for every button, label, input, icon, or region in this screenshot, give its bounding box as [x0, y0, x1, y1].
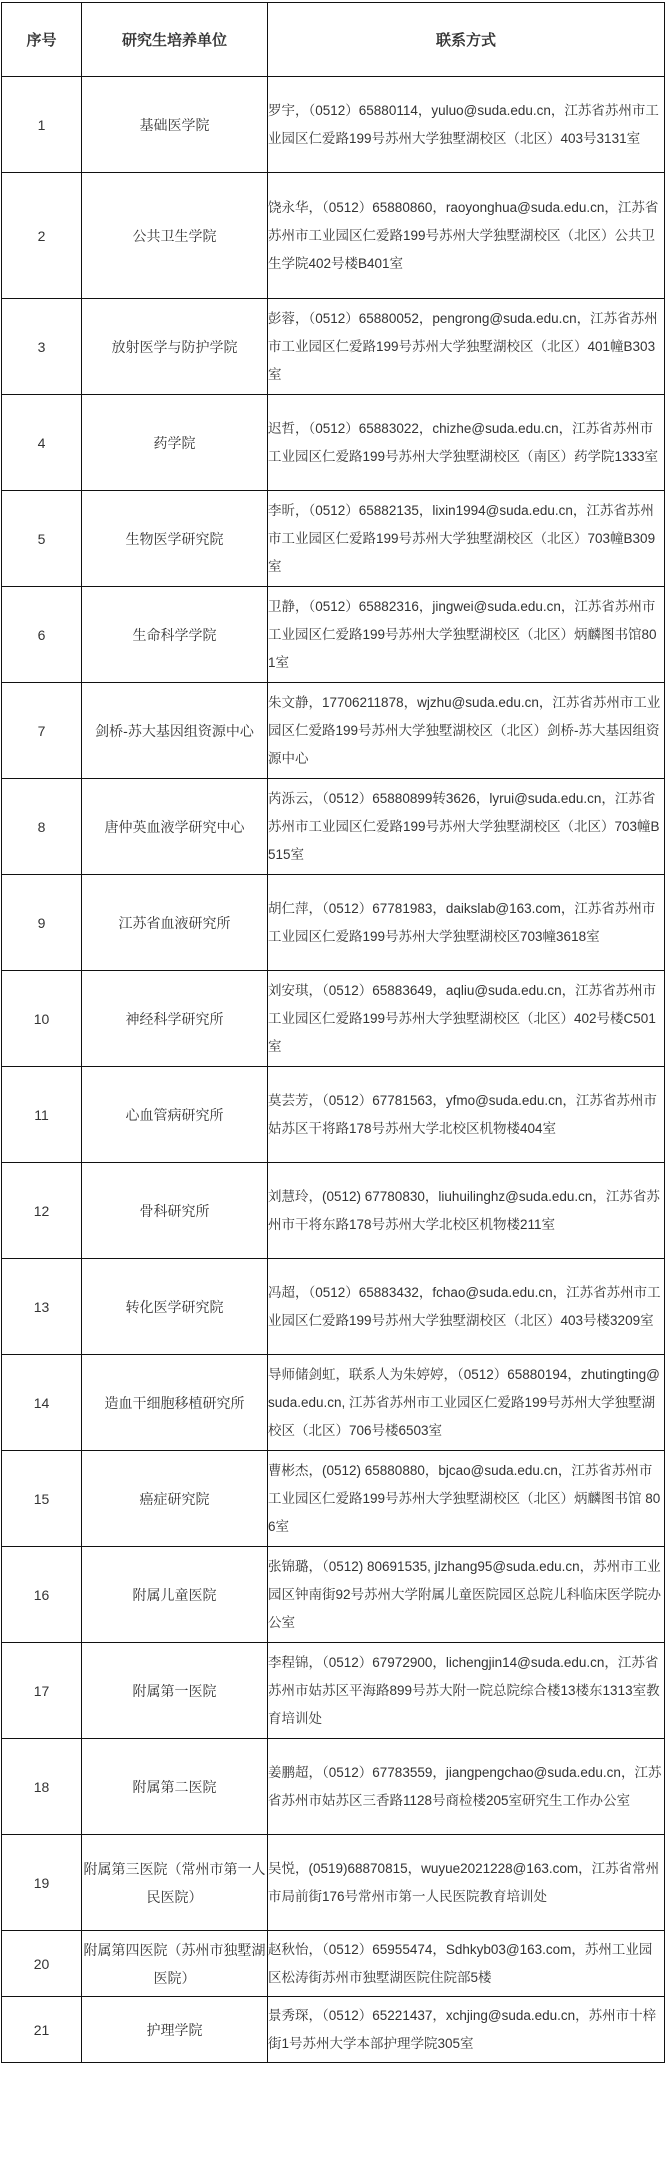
contact-info-cell: 卫静，（0512）65882316，jingwei@suda.edu.cn，江苏省苏州市工业园区仁爱路199号苏州大学独墅湖校区（北区）炳麟图书馆801室: [268, 587, 665, 683]
training-unit-cell: 护理学院: [82, 1997, 268, 2063]
table-row: [2, 173, 665, 299]
contact-info-cell: 莫芸芳，（0512）67781563，yfmo@suda.edu.cn，江苏省苏州市姑苏区干将路178号苏州大学北校区机物楼404室: [268, 1067, 665, 1163]
table-row: [2, 1997, 665, 2063]
training-unit-cell: 附属第三医院（常州市第一人民医院）: [82, 1835, 268, 1931]
serial-number-cell: 21: [2, 1997, 82, 2063]
table-row: [2, 299, 665, 395]
serial-number-cell: 20: [2, 1931, 82, 1997]
training-unit-cell: 癌症研究院: [82, 1451, 268, 1547]
serial-number-cell: 17: [2, 1643, 82, 1739]
training-unit-cell: 公共卫生学院: [82, 173, 268, 299]
contact-info-cell: 芮泺云，（0512）65880899转3626，lyrui@suda.edu.cn，江苏省苏州市工业园区仁爱路199号苏州大学独墅湖校区（北区）703幢B515室: [268, 779, 665, 875]
training-unit-cell: 唐仲英血液学研究中心: [82, 779, 268, 875]
contact-info-cell: 迟哲，（0512）65883022，chizhe@suda.edu.cn，江苏省苏州市工业园区仁爱路199号苏州大学独墅湖校区（南区）药学院1333室: [268, 395, 665, 491]
serial-number-cell: 8: [2, 779, 82, 875]
training-unit-cell: 附属第四医院（苏州市独墅湖医院）: [82, 1931, 268, 1997]
table-row: [2, 77, 665, 173]
serial-number-cell: 12: [2, 1163, 82, 1259]
table-row: [2, 1451, 665, 1547]
training-unit-cell: 神经科学研究所: [82, 971, 268, 1067]
serial-number-cell: 2: [2, 173, 82, 299]
training-unit-cell: 江苏省血液研究所: [82, 875, 268, 971]
training-unit-cell: 骨科研究所: [82, 1163, 268, 1259]
table-row: [2, 1547, 665, 1643]
table-row: [2, 779, 665, 875]
training-unit-cell: 生命科学学院: [82, 587, 268, 683]
serial-number-cell: 19: [2, 1835, 82, 1931]
training-unit-cell: 基础医学院: [82, 77, 268, 173]
training-unit-cell: 剑桥-苏大基因组资源中心: [82, 683, 268, 779]
training-unit-cell: 心血管病研究所: [82, 1067, 268, 1163]
contact-info-cell: 罗宇，（0512）65880114，yuluo@suda.edu.cn，江苏省苏州市工业园区仁爱路199号苏州大学独墅湖校区（北区）403号3131室: [268, 77, 665, 173]
serial-number-cell: 4: [2, 395, 82, 491]
serial-number-cell: 16: [2, 1547, 82, 1643]
training-unit-cell: 附属第二医院: [82, 1739, 268, 1835]
contact-info-cell: 赵秋怡，（0512）65955474，Sdhkyb03@163.com，苏州工业园区松涛街苏州市独墅湖医院住院部5楼: [268, 1931, 665, 1997]
table-row: [2, 1739, 665, 1835]
table-row: [2, 1163, 665, 1259]
contact-info-cell: 彭蓉，（0512）65880052，pengrong@suda.edu.cn，江苏省苏州市工业园区仁爱路199号苏州大学独墅湖校区（北区）401幢B303室: [268, 299, 665, 395]
serial-number-cell: 3: [2, 299, 82, 395]
header-training-unit: 研究生培养单位: [82, 3, 268, 77]
table-row: [2, 1067, 665, 1163]
serial-number-cell: 6: [2, 587, 82, 683]
table-row: [2, 971, 665, 1067]
contact-info-cell: 冯超，（0512）65883432，fchao@suda.edu.cn，江苏省苏州市工业园区仁爱路199号苏州大学独墅湖校区（北区）403号楼3209室: [268, 1259, 665, 1355]
training-unit-cell: 附属儿童医院: [82, 1547, 268, 1643]
table-row: [2, 491, 665, 587]
table-row: [2, 395, 665, 491]
table-row: [2, 683, 665, 779]
table-row: [2, 1835, 665, 1931]
contact-info-cell: 胡仁萍，（0512）67781983，daikslab@163.com，江苏省苏州市工业园区仁爱路199号苏州大学独墅湖校区703幢3618室: [268, 875, 665, 971]
contact-table: [1, 2, 665, 2063]
serial-number-cell: 11: [2, 1067, 82, 1163]
serial-number-cell: 18: [2, 1739, 82, 1835]
serial-number-cell: 14: [2, 1355, 82, 1451]
header-serial-number: 序号: [2, 3, 82, 77]
contact-info-cell: 张锦璐，（0512) 80691535, jlzhang95@suda.edu.cn，苏州市工业园区钟南街92号苏州大学附属儿童医院园区总院儿科临床医学院办公室: [268, 1547, 665, 1643]
training-unit-cell: 生物医学研究院: [82, 491, 268, 587]
table-row: [2, 1259, 665, 1355]
serial-number-cell: 1: [2, 77, 82, 173]
serial-number-cell: 15: [2, 1451, 82, 1547]
table-row: [2, 1643, 665, 1739]
table-row: [2, 875, 665, 971]
table-header-row: [2, 3, 665, 77]
contact-info-cell: 姜鹏超，（0512）67783559，jiangpengchao@suda.edu.cn，江苏省苏州市姑苏区三香路1128号商检楼205室研究生工作办公室: [268, 1739, 665, 1835]
serial-number-cell: 5: [2, 491, 82, 587]
training-unit-cell: 附属第一医院: [82, 1643, 268, 1739]
contact-info-cell: 刘安琪，（0512）65883649，aqliu@suda.edu.cn，江苏省苏州市工业园区仁爱路199号苏州大学独墅湖校区（北区）402号楼C501室: [268, 971, 665, 1067]
table-row: [2, 1931, 665, 1997]
table-row: [2, 1355, 665, 1451]
table-row: [2, 587, 665, 683]
serial-number-cell: 7: [2, 683, 82, 779]
contact-info-cell: 吴悦，(0519)68870815，wuyue2021228@163.com，江苏省常州市局前街176号常州市第一人民医院教育培训处: [268, 1835, 665, 1931]
contact-info-cell: 曹彬杰，(0512) 65880880，bjcao@suda.edu.cn，江苏省苏州市工业园区仁爱路199号苏州大学独墅湖校区（北区）炳麟图书馆 806室: [268, 1451, 665, 1547]
contact-info-cell: 李昕，（0512）65882135，lixin1994@suda.edu.cn，江苏省苏州市工业园区仁爱路199号苏州大学独墅湖校区（北区）703幢B309室: [268, 491, 665, 587]
training-unit-cell: 药学院: [82, 395, 268, 491]
serial-number-cell: 10: [2, 971, 82, 1067]
training-unit-cell: 转化医学研究院: [82, 1259, 268, 1355]
training-unit-cell: 放射医学与防护学院: [82, 299, 268, 395]
serial-number-cell: 13: [2, 1259, 82, 1355]
training-unit-cell: 造血干细胞移植研究所: [82, 1355, 268, 1451]
contact-info-cell: 导师储剑虹，联系人为朱婷婷，（0512）65880194，zhutingting@suda.edu.cn, 江苏省苏州市工业园区仁爱路199号苏州大学独墅湖校区（北区）706号楼6503室: [268, 1355, 665, 1451]
contact-info-cell: 景秀琛，（0512）65221437，xchjing@suda.edu.cn，苏州市十梓街1号苏州大学本部护理学院305室: [268, 1997, 665, 2063]
contact-info-cell: 饶永华，（0512）65880860，raoyonghua@suda.edu.cn，江苏省苏州市工业园区仁爱路199号苏州大学独墅湖校区（北区）公共卫生学院402号楼B401室: [268, 173, 665, 299]
contact-info-cell: 朱文静，17706211878，wjzhu@suda.edu.cn，江苏省苏州市工业园区仁爱路199号苏州大学独墅湖校区（北区）剑桥-苏大基因组资源中心: [268, 683, 665, 779]
contact-info-cell: 刘慧玲，(0512) 67780830，liuhuilinghz@suda.edu.cn，江苏省苏州市干将东路178号苏州大学北校区机物楼211室: [268, 1163, 665, 1259]
header-contact-info: 联系方式: [268, 3, 665, 77]
serial-number-cell: 9: [2, 875, 82, 971]
contact-info-cell: 李程锦，（0512）67972900，lichengjin14@suda.edu.cn，江苏省苏州市姑苏区平海路899号苏大附一院总院综合楼13楼东1313室教育培训处: [268, 1643, 665, 1739]
